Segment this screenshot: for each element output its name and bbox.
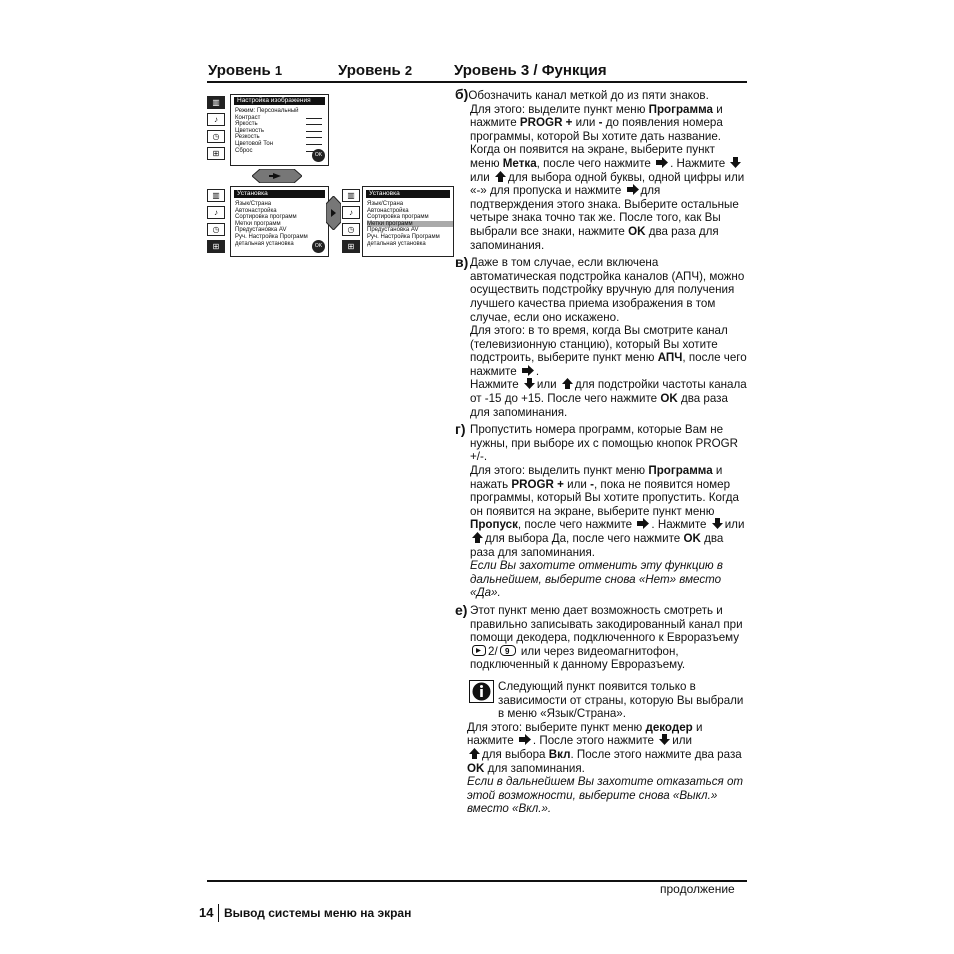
down-arrow-icon (712, 518, 723, 529)
right-arrow-icon (656, 157, 668, 168)
menu-item[interactable]: Яркость (235, 121, 328, 128)
section-instructions: Для этого: в то время, когда Вы смотрите канал (телевизионную станцию), который Вы хотите подстроить, выберите пункт меню АПЧ, после чего нажмите . Нажмите или для подстройки частоты канала от -15 до +15. После чего нажмите OK два раза для запоминания. (470, 324, 747, 419)
section-letter: е) (455, 601, 468, 618)
section-g (455, 423, 747, 600)
heading-level-3: Уровень 3 / Функция (454, 62, 607, 79)
info-note-text: Следующий пункт появится только в зависимости от страны, которую Вы выбрали в меню «Язык/Страна». (498, 679, 744, 721)
slider-line (306, 144, 322, 145)
setup-menu-title: Установка (366, 190, 450, 198)
heading-level-2: Уровень 2 (338, 62, 413, 79)
menu-side-icons (207, 94, 227, 164)
section-e (455, 601, 747, 816)
menu-item[interactable]: Автонастройка (235, 207, 277, 214)
menu-item[interactable]: Метки программ (367, 221, 453, 228)
tv-icon: ▥ (207, 189, 225, 202)
setup-icon: ⊞ (207, 147, 225, 160)
setup-menu-screen-level2 (206, 186, 327, 256)
picture-menu (230, 94, 329, 166)
function-description-column (455, 88, 747, 816)
menu-item[interactable]: Предустановка AV (235, 227, 287, 234)
section-intro: Даже в том случае, если включена автоматическая подстройка каналов (АПЧ), можно осуществить подстройку вручную для получения лучшего качества приема изображения в том случае, если оно искажено. (470, 256, 745, 324)
timer-icon: ◷ (207, 223, 225, 236)
slider-line (306, 137, 322, 138)
menu-item[interactable]: Руч. Настройка Программ (235, 233, 308, 240)
menu-item[interactable]: Резкость (235, 134, 328, 141)
right-arrow-icon (627, 184, 639, 195)
section-instructions: Для этого: выберите пункт меню декодер и нажмите . После этого нажмите или для выбора Вкл. После этого нажмите два раза OK для запоминания. (467, 720, 742, 775)
picture-menu-screen (206, 94, 327, 165)
slider-line (306, 131, 322, 132)
menu-item[interactable]: Язык/Страна (235, 201, 272, 207)
navigation-arrow-icon (326, 196, 341, 230)
menu-item[interactable]: Сортировка программ (367, 214, 429, 221)
up-arrow-icon (469, 748, 480, 759)
right-arrow-icon (519, 734, 531, 745)
section-intro: Этот пункт меню дает возможность смотреть и правильно записывать закодированный канал при помощи декодера, подключенного к Евроразъему 2/ 9 или через видеомагнитофон, подключенный к данному Евроразъему. (470, 603, 743, 672)
section-instructions: Для этого: выделить пункт меню Программа и нажать PROGR + или -, пока не появится номер программы, который Вы хотите пропустить. Когда он появится на экране, выберите пункт меню Пропуск, после чего нажмите . Нажмите или для выбора Да, после чего нажмите OK два раза для запоминания. (470, 464, 745, 559)
menu-item[interactable]: Автонастройка (367, 207, 409, 214)
menu-item[interactable]: детальная установка (367, 240, 426, 247)
up-arrow-icon (472, 532, 483, 543)
timer-icon: ◷ (342, 223, 360, 236)
menu-side-icons (207, 187, 227, 257)
sound-icon: ♪ (342, 206, 360, 219)
setup-menu-right (362, 186, 454, 257)
menu-item[interactable]: Руч. Настройка Программ (367, 233, 440, 240)
slider-line (306, 118, 322, 119)
menu-item[interactable]: Режим: Персональный (235, 108, 299, 114)
down-arrow-icon (659, 734, 670, 745)
info-note (455, 680, 747, 721)
section-instructions: Для этого: выделите пункт меню Программа и нажмите PROGR + или - до появления номера программы, которой Вы хотите дать название. Когда он появится на экране, выберите пункт меню Метка, после чего нажмите . Нажмите или для выбора одной буквы, одной цифры или «-» для пропуска и нажмите для подтверждения этого знака. Выберите остальные четыре знака точно так же. После того, как Вы выбрали все знаки, нажмите OK два раза для запоминания. (470, 102, 745, 252)
continued-label: продолжение (660, 882, 735, 896)
section-b (455, 88, 747, 252)
scart-2-connector-icon (500, 645, 516, 656)
section-letter: б) (455, 86, 469, 102)
heading-level-1: Уровень 1 (208, 62, 283, 79)
section-letter: в) (455, 254, 469, 271)
header-rule (207, 81, 747, 83)
setup-menu-title: Установка (234, 190, 325, 198)
ok-button-icon: OK (312, 240, 325, 253)
menu-item[interactable]: Сброс (235, 148, 328, 155)
timer-icon: ◷ (207, 130, 225, 143)
up-arrow-icon (495, 171, 506, 182)
menu-item[interactable]: Цветовой Тон (235, 141, 328, 148)
down-arrow-icon (524, 378, 535, 389)
sound-icon: ♪ (207, 206, 225, 219)
section-letter: г) (455, 421, 466, 438)
section-v (455, 256, 747, 419)
menu-item[interactable]: Контраст (235, 115, 328, 122)
section-intro: Пропустить номера программ, которые Вам не нужны, при выборе их с помощью кнопок PROGR +/-. (470, 423, 738, 464)
up-arrow-icon (562, 378, 573, 389)
section-italic-note: Если Вы захотите отменить эту функцию в дальнейшем, выберите снова «Нет» вместо «Да». (470, 559, 723, 600)
picture-menu-title: Настройка изображения (234, 97, 325, 105)
setup-icon: ⊞ (342, 240, 360, 253)
right-arrow-icon (522, 365, 534, 376)
down-arrow-icon (730, 157, 741, 168)
menu-item[interactable]: Язык/Страна (367, 201, 404, 207)
setup-menu-left (230, 186, 329, 257)
info-icon (469, 680, 494, 703)
section-intro: Обозначить канал меткой до из пяти знаков. (468, 89, 709, 102)
right-arrow-icon (637, 518, 649, 529)
svg-text:9: 9 (504, 646, 510, 656)
menu-item[interactable]: детальная установка (235, 240, 294, 247)
menu-side-icons (342, 187, 362, 257)
menu-item[interactable]: Цветность (235, 128, 328, 135)
ok-button-icon: OK (312, 149, 325, 162)
menu-item[interactable]: Метки программ (235, 220, 281, 227)
menu-item[interactable]: Сортировка программ (235, 214, 297, 221)
page-number: 14 (199, 905, 214, 920)
footer-section-title: Вывод системы меню на экран (224, 906, 412, 920)
setup-icon: ⊞ (207, 240, 225, 253)
tv-icon: ▥ (207, 96, 225, 109)
sound-icon: ♪ (207, 113, 225, 126)
menu-item[interactable]: Предустановка AV (367, 227, 419, 234)
slider-line (306, 124, 322, 125)
footer-divider (218, 904, 219, 922)
tv-icon: ▥ (342, 189, 360, 202)
section-italic-note: Если в дальнейшем Вы захотите отказаться от этой возможности, выберите снова «Выкл.» вместо «Вкл.». (467, 775, 744, 816)
right-arrow-button-icon (252, 169, 302, 183)
setup-menu-screen-level3 (341, 186, 453, 256)
scart-connector-icon (472, 645, 486, 656)
